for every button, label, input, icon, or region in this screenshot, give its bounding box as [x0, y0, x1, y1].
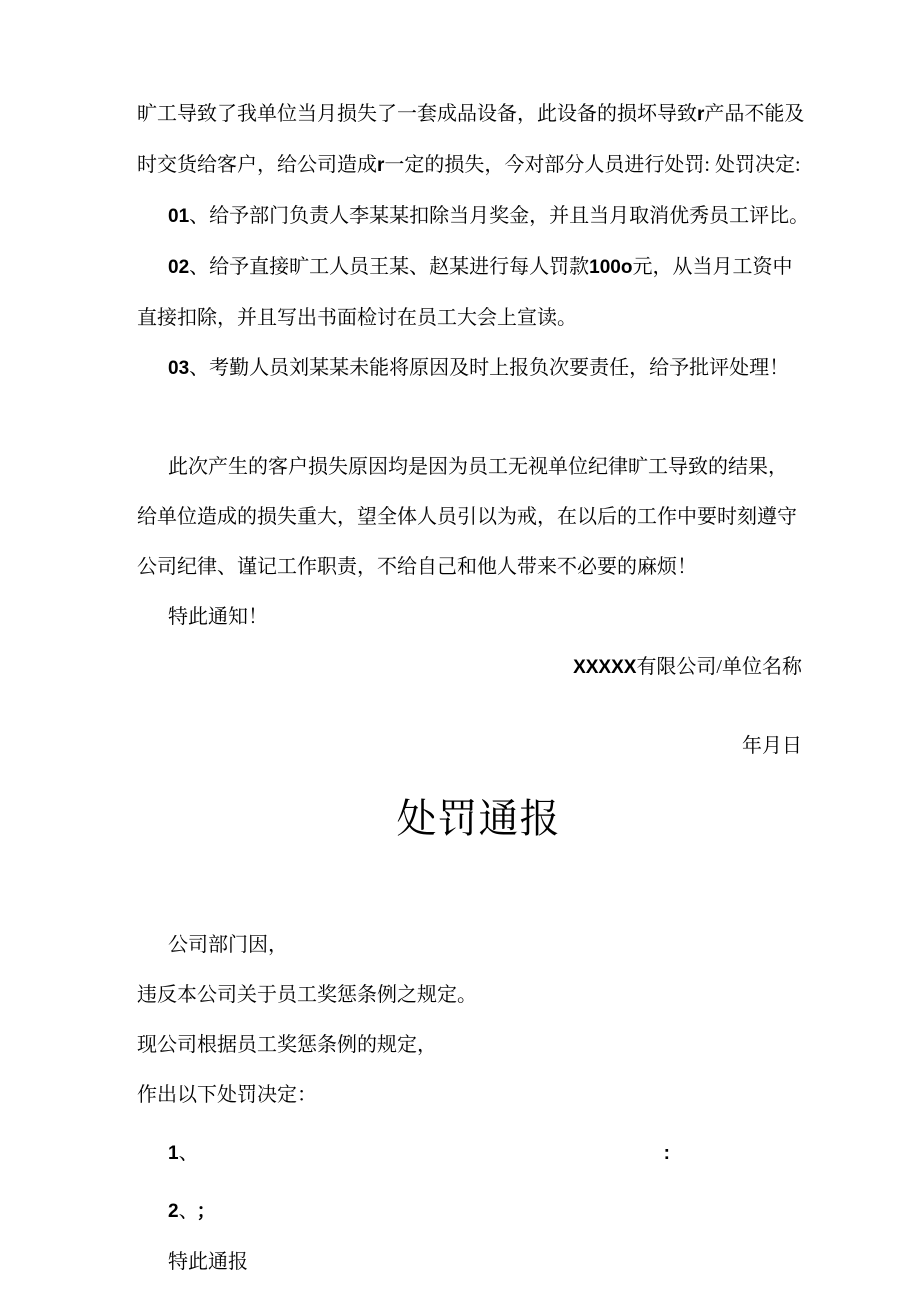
- paragraph-text: 公司纪律、谨记工作职责，不给自己和他人带来不必要的麻烦！: [137, 556, 697, 578]
- notice2-item-1: [137, 1128, 820, 1179]
- item-separator: 、: [178, 1200, 189, 1222]
- item-number: 03: [168, 358, 190, 379]
- item-text: 、考勤人员刘某某未能将原因及时上报负次要责任，给予批评处理！: [189, 357, 790, 379]
- punishment-item-03: [137, 343, 820, 394]
- item-text: 、给予直接旷工人员王某、赵某进行每人罚款: [189, 256, 590, 278]
- signature-line: [137, 642, 820, 693]
- item-text: 、给予部门负责人李某某扣除当月奖金，并且当月取消优秀员工评比。: [189, 205, 810, 227]
- paragraph-text: 违反本公司关于员工奖惩条例之规定。: [137, 984, 477, 1006]
- notice2-closing: [137, 1237, 820, 1287]
- paragraph-text: 产品不能及: [704, 103, 805, 125]
- paragraph-text: 作出以下处罚决定：: [137, 1084, 317, 1106]
- notice2-line1: [137, 920, 820, 970]
- item-number: 01: [168, 206, 190, 227]
- company-placeholder: XXXXX: [573, 657, 637, 678]
- notice2-line4: [137, 1070, 820, 1120]
- notice2-line2: [137, 970, 820, 1020]
- date-text: 年月日: [742, 735, 802, 757]
- paragraph-text: 旷工导致了我单位当月损失了一套成品设备，此设备的损坏导致: [137, 103, 697, 125]
- paragraph-text: 此次产生的客户损失原因均是因为员工无视单位纪律旷工导致的结果，: [168, 456, 788, 478]
- notice1-paragraph2-line2: [137, 492, 820, 542]
- notice1-paragraph2-line3: [137, 542, 820, 592]
- inline-mark: r: [697, 104, 705, 125]
- notice2-line3: [137, 1020, 820, 1070]
- paragraph-text: 现公司根据员工奖惩条例的规定，: [137, 1034, 437, 1056]
- company-name: 有限公司/单位名称: [636, 656, 802, 678]
- closing-text: 特此通知！: [168, 606, 268, 628]
- paragraph-text: 时交货给客户，给公司造成: [137, 154, 377, 176]
- paragraph-text: 一定的损失，今对部分人员进行处罚: 处罚决定:: [384, 154, 801, 176]
- trailing-semicolon: ；: [196, 1201, 216, 1222]
- notice2-title: [137, 789, 820, 849]
- notice1-paragraph1-line1: [137, 89, 820, 140]
- paragraph-text: 公司部门因，: [168, 934, 288, 956]
- item-separator: 、: [178, 1142, 199, 1164]
- closing-text: 特此通报: [168, 1251, 248, 1273]
- notice1-paragraph2-line1: [137, 442, 820, 492]
- item-number: 02: [168, 257, 190, 278]
- date-line: [137, 721, 820, 771]
- inline-mark: r: [377, 155, 385, 176]
- item-number: 2: [168, 1201, 179, 1222]
- punishment-item-02: [137, 242, 820, 293]
- punishment-item-02-continuation: [137, 293, 820, 343]
- punishment-item-01: [137, 191, 820, 242]
- notice1-closing: [137, 592, 820, 642]
- notice2-item-2: [137, 1186, 820, 1237]
- paragraph-text: 给单位造成的损失重大，望全体人员引以为戒，在以后的工作中要时刻遵守: [137, 506, 797, 528]
- trailing-colon: :: [663, 1143, 670, 1164]
- notice1-paragraph1-line2: [137, 140, 820, 191]
- item-text: 元，从当月工资中: [632, 256, 793, 278]
- item-number: 1: [168, 1143, 179, 1164]
- title-text: 处罚通报: [396, 796, 561, 841]
- fine-amount: 100o: [589, 257, 633, 278]
- item-text: 直接扣除，并且写出书面检讨在员工大会上宣读。: [137, 307, 577, 329]
